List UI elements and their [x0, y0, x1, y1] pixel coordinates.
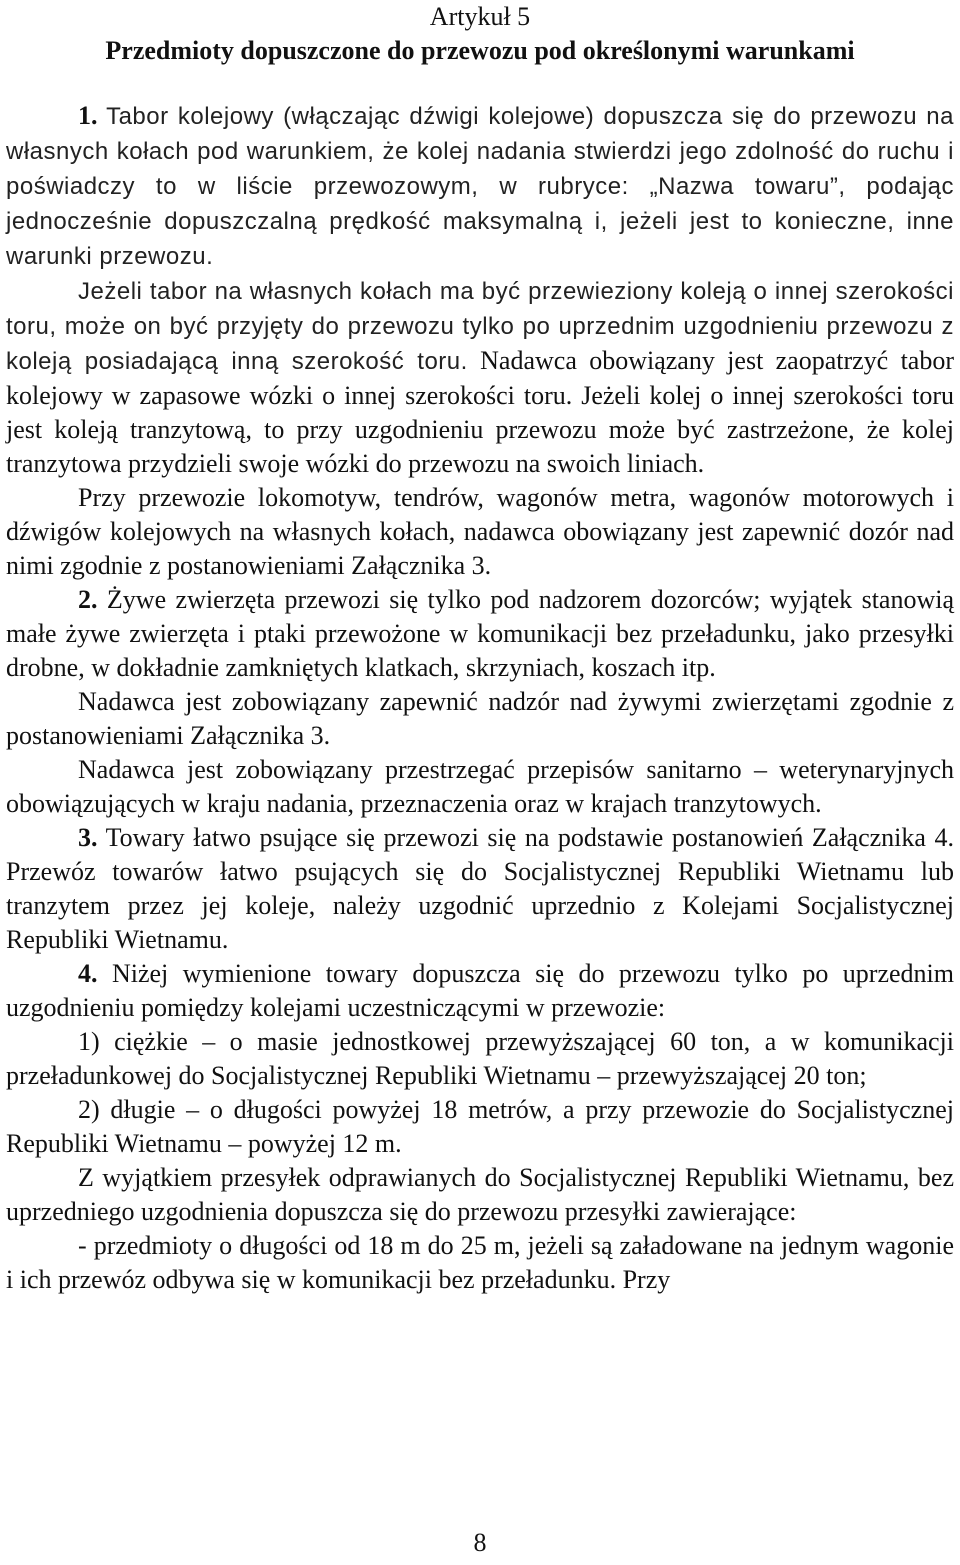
section-3-paragraph — [6, 821, 954, 957]
section-1-p2-serif: Nadawca obowiązany jest zaopatrzyć tabor kolejowy w zapasowe wózki o innej szerokości toru. Jeżeli kolej o innej szerokości toru jest koleją tranzytową, to przy uzgodnieniu przewozu może być zastrzeżone, że kolej tranzytowa przydzieli swoje wózki do przewozu na swoich liniach. — [6, 346, 954, 478]
section-1-paragraph — [6, 99, 954, 274]
section-4-paragraph — [6, 957, 954, 1025]
section-4-text: Niżej wymienione towary dopuszcza się do przewozu tylko po uprzednim uzgodnieniu pomiędzy kolejami uczestniczącymi w przewozie: — [6, 959, 954, 1022]
section-1-paragraph-2 — [6, 274, 954, 481]
article-title: Przedmioty dopuszczone do przewozu pod określonymi warunkami — [105, 36, 855, 65]
section-4-paragraph-3: - przedmioty o długości od 18 m do 25 m, jeżeli są załadowane na jednym wagonie i ich przewóz odbywa się w komunikacji bez przeładunku. Przy — [6, 1231, 954, 1294]
section-4-list-item-1: 1) ciężkie – o masie jednostkowej przewyższającej 60 ton, a w komunikacji przeładunkowej do Socjalistycznej Republiki Wietnamu – przewyższającej 20 ton; — [6, 1027, 954, 1090]
page-number: 8 — [473, 1528, 487, 1557]
article-heading — [6, 0, 954, 68]
section-2-text: Żywe zwierzęta przewozi się tylko pod nadzorem dozorców; wyjątek stanowią małe żywe zwierzęta i ptaki przewożone w komunikacji bez przeładunku, jako przesyłki drobne, w dokładnie zamkniętych klatkach, skrzyniach, koszach itp. — [6, 585, 955, 682]
section-2-number: 2. — [78, 585, 98, 614]
section-4-paragraph-2: Z wyjątkiem przesyłek odprawianych do Socjalistycznej Republiki Wietnamu, bez uprzedniego uzgodnienia dopuszcza się do przewozu przesyłki zawierające: — [6, 1163, 954, 1226]
section-2-paragraph — [6, 583, 954, 685]
section-3-text: Towary łatwo psujące się przewozi się na podstawie postanowień Załącznika 4. Przewóz towarów łatwo psujących się do Socjalistycznej Republiki Wietnamu lub tranzytem przez jej koleje, należy uzgodnić uprzednio z Kolejami Socjalistycznej Republiki Wietnamu. — [6, 823, 954, 954]
section-4-number: 4. — [78, 959, 98, 988]
section-1-text: Tabor kolejowy (włączając dźwigi kolejowe) dopuszcza się do przewozu na własnych kołach pod warunkiem, że kolej nadania stwierdzi jego zdolność do ruchu i poświadczy to w liście przewozowym, w rubryce: „Nazwa towaru”, podając jednocześnie dopuszczalną prędkość maksymalną i, jeżeli jest to konieczne, inne warunki przewozu. — [6, 103, 954, 270]
section-2-paragraph-3: Nadawca jest zobowiązany przestrzegać przepisów sanitarno – weterynaryjnych obowiązujących w kraju nadania, przeznaczenia oraz w krajach tranzytowych. — [6, 755, 954, 818]
section-1-paragraph-3: Przy przewozie lokomotyw, tendrów, wagonów metra, wagonów motorowych i dźwigów kolejowych na własnych kołach, nadawca obowiązany jest zapewnić dozór nad nimi zgodnie z postanowieniami Załącznika 3. — [6, 483, 954, 580]
section-3-number: 3. — [78, 823, 98, 852]
article-number: Artykuł 5 — [429, 2, 531, 31]
section-1-p2-sans: Jeżeli tabor na własnych kołach ma być przewieziony koleją o innej szerokości toru, może on być przyjęty do przewozu tylko po uprzednim uzgodnieniu przewozu z koleją posiadającą inną szerokość toru. — [6, 278, 954, 375]
section-2-paragraph-2: Nadawca jest zobowiązany zapewnić nadzór nad żywymi zwierzętami zgodnie z postanowieniami Załącznika 3. — [6, 687, 954, 750]
section-4-list-item-2: 2) długie – o długości powyżej 18 metrów, a przy przewozie do Socjalistycznej Republiki Wietnamu – powyżej 12 m. — [6, 1095, 954, 1158]
section-1-number: 1. — [78, 101, 98, 130]
